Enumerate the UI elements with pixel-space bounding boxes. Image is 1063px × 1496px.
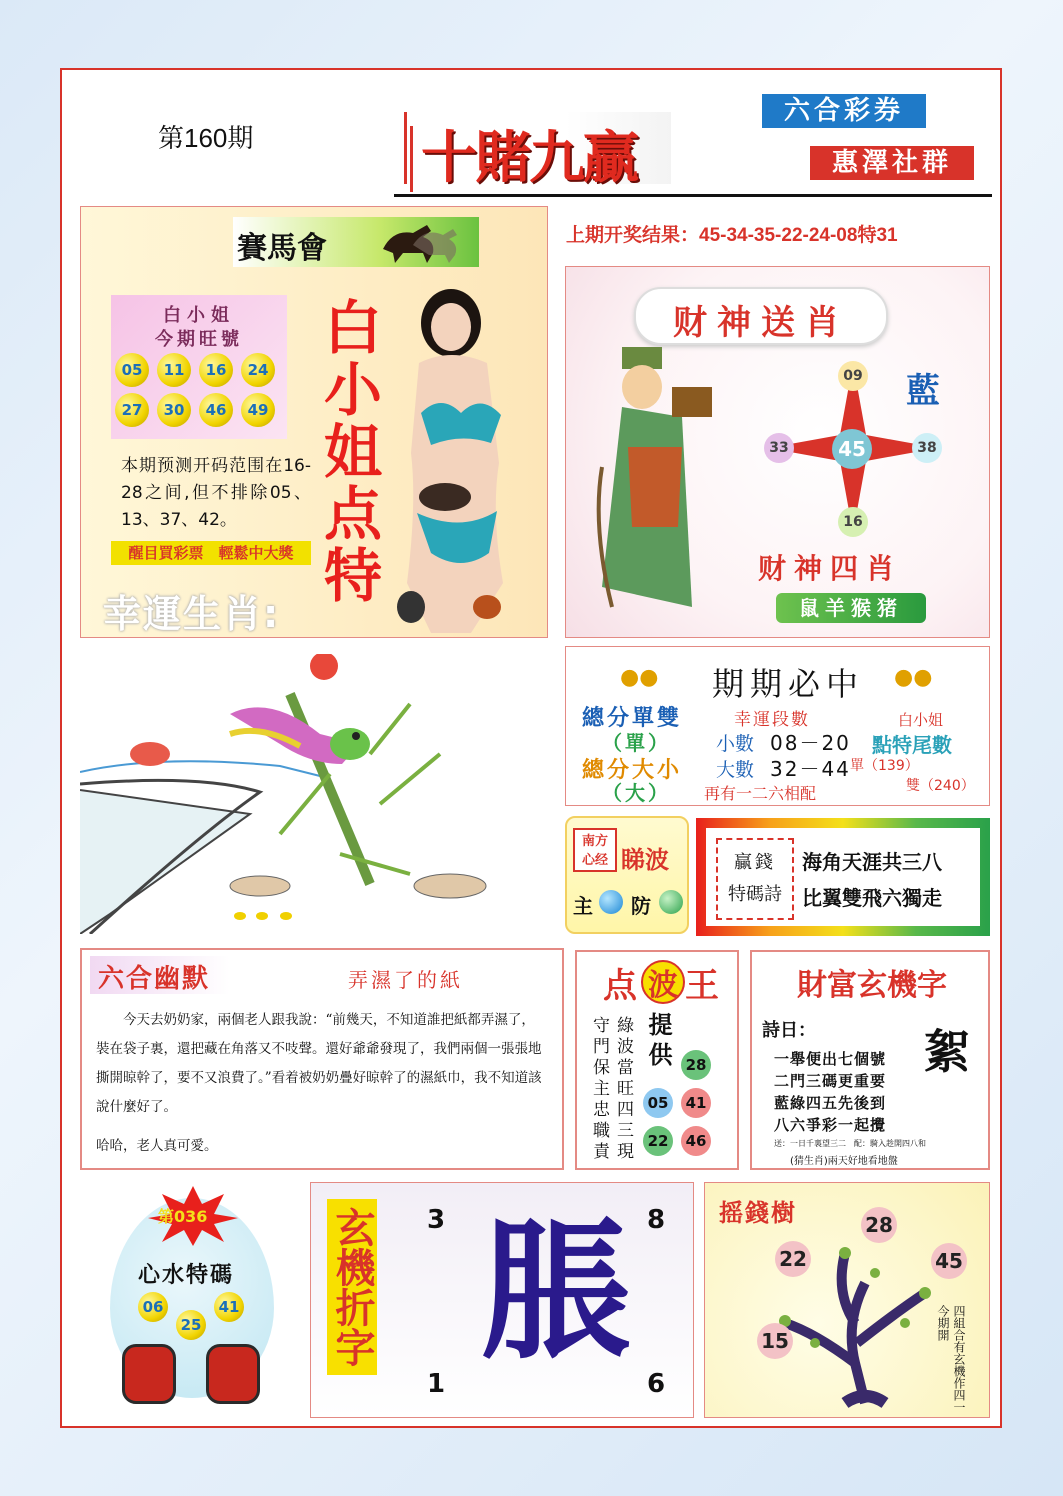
dianbo-ball: 22 [643,1126,673,1156]
qiqi-luck-seg: 幸運段數 [734,710,810,730]
wave-main-ball [599,890,623,914]
god-wealth-four-animals: 鼠羊猴猪 [776,593,926,623]
fortune-panel [750,950,990,1170]
miss-bai-ball: 16 [199,353,233,387]
poem-label-box [716,838,794,920]
humor-panel [80,948,564,1170]
god-wealth-center-ball: 45 [832,429,872,469]
qiqi-tail: 點特尾數 [872,733,952,757]
wave-defend-ball [659,890,683,914]
horse-club-title: 賽馬會 [237,231,327,266]
qiqi-repeat: 再有一二六相配 [704,784,817,803]
heart-title: 心水特碼 [138,1262,235,1288]
xuanji-num-bl: 1 [427,1369,446,1399]
god-wealth-left-ball: 33 [764,433,794,463]
miss-bai-title1: 白小姐 [163,305,235,326]
humor-text: 今天去奶奶家，兩個老人跟我說：“前幾天，不知道誰把紙都弄濕了，裝在袋子裏，還把藏在角落又不吱聲。還好爺爺發現了，我們兩個一張張地撕開晾幹了，要不又浪費了。”看着被奶奶疊好晾幹了的濕紙巾，我不知道該說什麼好了。 [96,1012,542,1115]
wave-panel [565,816,689,934]
miss-bai-ball: 27 [115,393,149,427]
lucky-zodiac-label: 幸運生肖: [103,592,281,636]
money-tree-icon [725,1213,965,1413]
miss-bai-ball: 46 [199,393,233,427]
wave-source-1: 南方 [581,834,608,849]
wave-main: 主 [573,894,593,918]
money-tree-title: 摇錢樹 [719,1199,797,1227]
heart-ball: 41 [214,1292,244,1322]
humor-subtitle: 弄濕了的紙 [348,968,463,992]
xuanji-big-char: 脹 [481,1204,632,1380]
poem-label-2: 特碼詩 [728,884,782,905]
god-wealth-bottom-ball: 16 [838,507,868,537]
dianbo-provide: 提供 [644,1012,672,1072]
qiqi-da: （大） [602,781,671,805]
god-wealth-title: 财神送肖 [673,303,849,343]
wave-title: 睇波 [621,846,669,874]
qiqi-shuang2: 雙（240） [906,778,975,794]
money-tree-side: 四組合有玄機作四一今期開 [936,1305,966,1413]
dianbo-t3: 王 [685,966,719,1006]
money-tree-ball: 15 [757,1323,793,1359]
miss-bai-title2: 今期旺號 [155,329,243,350]
miss-bai-ball: 05 [115,353,149,387]
horse-icon [373,219,463,265]
xuanji-num-tr: 8 [647,1205,666,1235]
xuanji-panel [310,1182,694,1418]
money-tree-ball: 28 [861,1207,897,1243]
poem-panel [696,818,990,936]
badge-lottery: 六合彩券 [762,94,926,128]
miss-bai-ball: 11 [157,353,191,387]
bird-drawing-panel [80,654,558,934]
coin-icon: ●● [894,665,933,690]
miss-bai-ball: 30 [157,393,191,427]
header-vline [410,126,413,192]
miss-bai-number-card [111,295,287,439]
god-wealth-right-ball: 38 [912,433,942,463]
last-result: 上期开奖结果：45-34-35-22-24-08特31 [566,225,898,246]
boxing-glove-icon [122,1344,176,1404]
god-wealth-color: 藍 [906,371,940,411]
coin-icon: ●● [620,665,659,690]
header-line [394,194,992,197]
fortune-line: 藍綠四五先後到 [774,1094,887,1112]
miss-bai-ball: 24 [241,353,275,387]
god-wealth-figure [582,347,722,627]
fortune-line: 二門三碼更重要 [774,1072,887,1090]
xuanji-num-tl: 3 [427,1205,446,1235]
poem-line-1: 海角天涯共三八 [802,850,942,874]
heart-ball: 25 [176,1310,206,1340]
miss-bai-slogan: 醒目買彩票 輕鬆中大獎 [111,541,311,565]
fortune-title: 財富玄機字 [797,968,947,1003]
qiqi-zong-da: 總分大小 [582,758,683,783]
money-tree-ball: 22 [775,1241,811,1277]
fortune-big-char: 絮 [924,1025,970,1079]
qiqi-zong-dan: 總分單雙 [582,706,683,731]
horse-club-bar [233,217,479,267]
qiqi-big-val: 32－44 [770,757,851,781]
god-wealth-panel [565,266,990,638]
god-wealth-top-ball: 09 [838,361,868,391]
issue-number: 第160期 [158,123,254,153]
poem-label-1: 贏錢 [734,852,776,873]
fortune-note-1: 送：一日千裏望三二 配：騎入趁開四八和 [774,1139,926,1148]
dianbo-col1: 守門保主忠職責 [589,1016,609,1163]
qiqi-small-val: 08－20 [770,731,851,755]
dianbo-col2: 綠波當旺四三現 [613,1016,633,1163]
boxing-glove-icon [206,1344,260,1404]
poem-line-2: 比翼雙飛六獨走 [802,886,942,910]
qiqi-small-label: 小數 [716,733,755,755]
qiqi-big-label: 大數 [716,759,755,781]
xuanji-vertical: 玄機折字 [327,1199,377,1375]
qiqi-dan2: 單（139） [850,758,919,774]
dianbo-ball: 05 [643,1088,673,1118]
header-title-box [404,112,671,191]
fortune-line: 一舉便出七個號 [774,1050,887,1068]
fortune-poem-say: 詩日： [762,1020,816,1041]
miss-bai-big-title: 白小姐点特 [314,297,382,607]
heart-ball: 06 [138,1292,168,1322]
dianbo-panel [575,950,739,1170]
qiqi-dan: （單） [602,731,671,755]
dianbo-t1: 点 [603,966,637,1006]
humor-title-bar [90,956,230,994]
miss-bai-prediction: 本期预测开码范围在16-28之间,但不排除05、13、37、42。 [121,456,311,530]
money-tree-panel [704,1182,990,1418]
humor-text-end: 哈哈，老人真可愛。 [96,1138,218,1154]
wave-source-2: 心经 [581,853,608,868]
god-wealth-four-title: 财神四肖 [758,552,903,585]
poem-inner [706,828,980,926]
qiqi-title: 期期必中 [712,665,865,703]
fortune-line: 八六爭彩一起攪 [774,1116,887,1134]
money-tree-ball: 45 [931,1243,967,1279]
qiqi-panel [565,646,990,806]
miss-bai-panel [80,206,548,638]
heart-issue: 第036 [158,1207,208,1226]
dianbo-ball: 28 [681,1050,711,1080]
wave-defend: 防 [631,894,651,918]
dianbo-t2: 波 [641,960,685,1004]
model-figure [371,283,551,643]
miss-bai-ball: 49 [241,393,275,427]
qiqi-bai: 白小姐 [898,711,944,729]
bird-illustration [80,654,558,934]
dianbo-ball: 41 [681,1088,711,1118]
fortune-note-2: (猜生肖)兩天好地看地盤 [790,1156,898,1167]
dianbo-ball: 46 [681,1126,711,1156]
wave-source-box [573,828,617,872]
heart-panel [110,1178,280,1414]
god-wealth-title-box [634,287,888,345]
badge-group: 惠澤社群 [810,146,974,180]
humor-title: 六合幽默 [98,964,211,994]
header-title: 十賭九贏 [421,125,637,191]
xuanji-num-br: 6 [647,1369,666,1399]
